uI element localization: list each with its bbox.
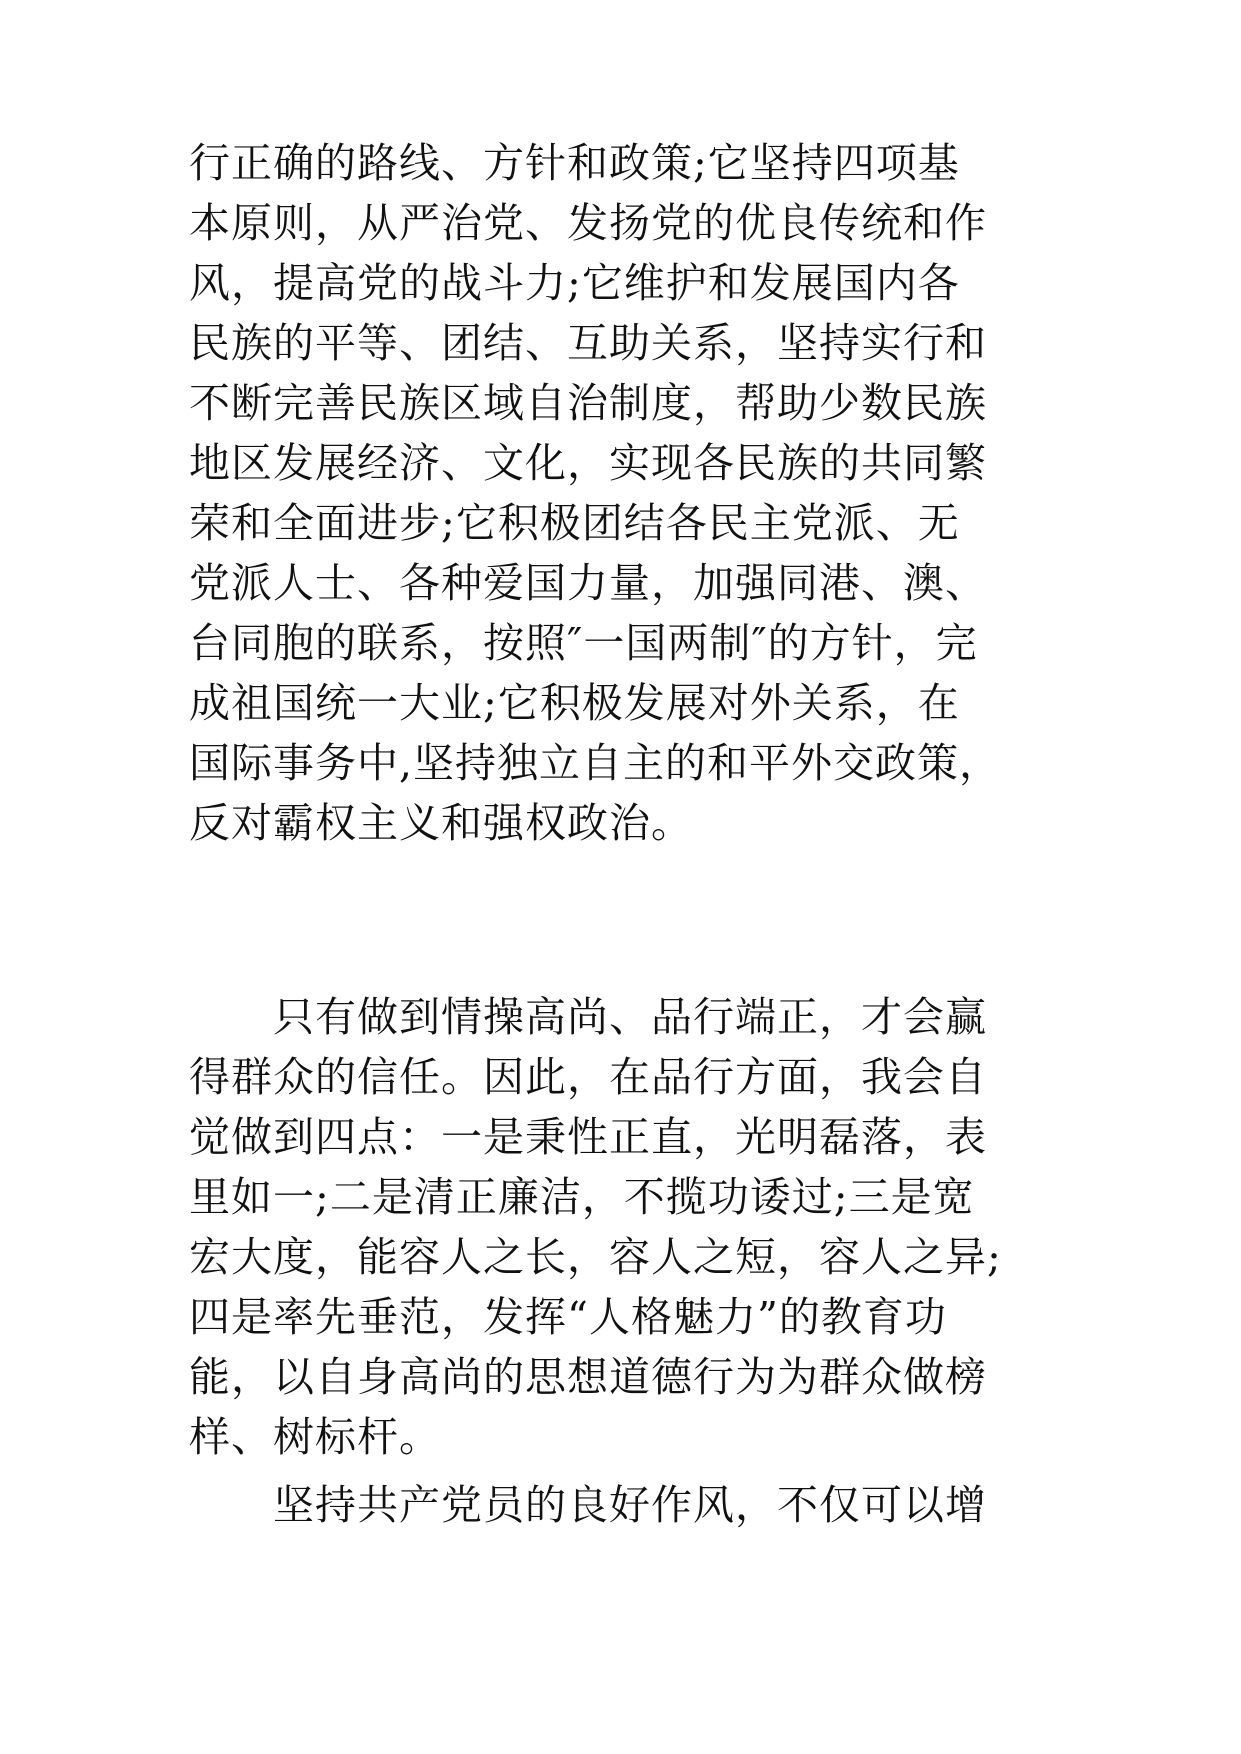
paragraph-1-line: 党派人士、各种爱国力量，加强同港、澳、 [189,559,987,607]
paragraph-2-line: 觉做到四点：一是秉性正直，光明磊落，表 [189,1113,987,1161]
paragraph-2-line: 宏大度，能容人之长，容人之短，容人之异; [189,1233,1002,1281]
paragraph-2-line: 里如一;二是清正廉洁，不揽功诿过;三是宽 [189,1173,975,1221]
paragraph-1-line: 行正确的路线、方针和政策;它坚持四项基 [189,139,960,187]
paragraph-1-line: 不断完善民族区域自治制度，帮助少数民族 [189,379,987,427]
paragraph-1-line: 地区发展经济、文化，实现各民族的共同繁 [189,439,987,487]
paragraph-1-line: 本原则，从严治党、发扬党的优良传统和作 [189,199,987,247]
paragraph-2-line: 得群众的信任。因此，在品行方面，我会自 [189,1053,987,1101]
paragraph-1-line: 反对霸权主义和强权政治。 [189,799,693,847]
paragraph-1-line: 民族的平等、团结、互助关系，坚持实行和 [189,319,987,367]
paragraph-2-line: 只有做到情操高尚、品行端正，才会赢 [189,993,987,1041]
paragraph-2-line: 四是率先垂范，发挥“人格魅力”的教育功 [189,1293,947,1341]
paragraph-1-line: 风，提高党的战斗力;它维护和发展国内各 [189,259,960,307]
paragraph-2-line: 样、树标杆。 [189,1413,441,1461]
paragraph-1-line: 国际事务中,坚持独立自主的和平外交政策， [189,739,1002,787]
paragraph-2-line: 能，以自身高尚的思想道德行为为群众做榜 [189,1353,987,1401]
paragraph-3-line: 坚持共产党员的良好作风，不仅可以增 [189,1481,987,1529]
paragraph-1-line: 台同胞的联系，按照″一国两制″的方针，完 [189,619,978,667]
paragraph-1-line: 荣和全面进步;它积极团结各民主党派、无 [189,499,960,547]
paragraph-1-line: 成祖国统一大业;它积极发展对外关系，在 [189,679,960,727]
